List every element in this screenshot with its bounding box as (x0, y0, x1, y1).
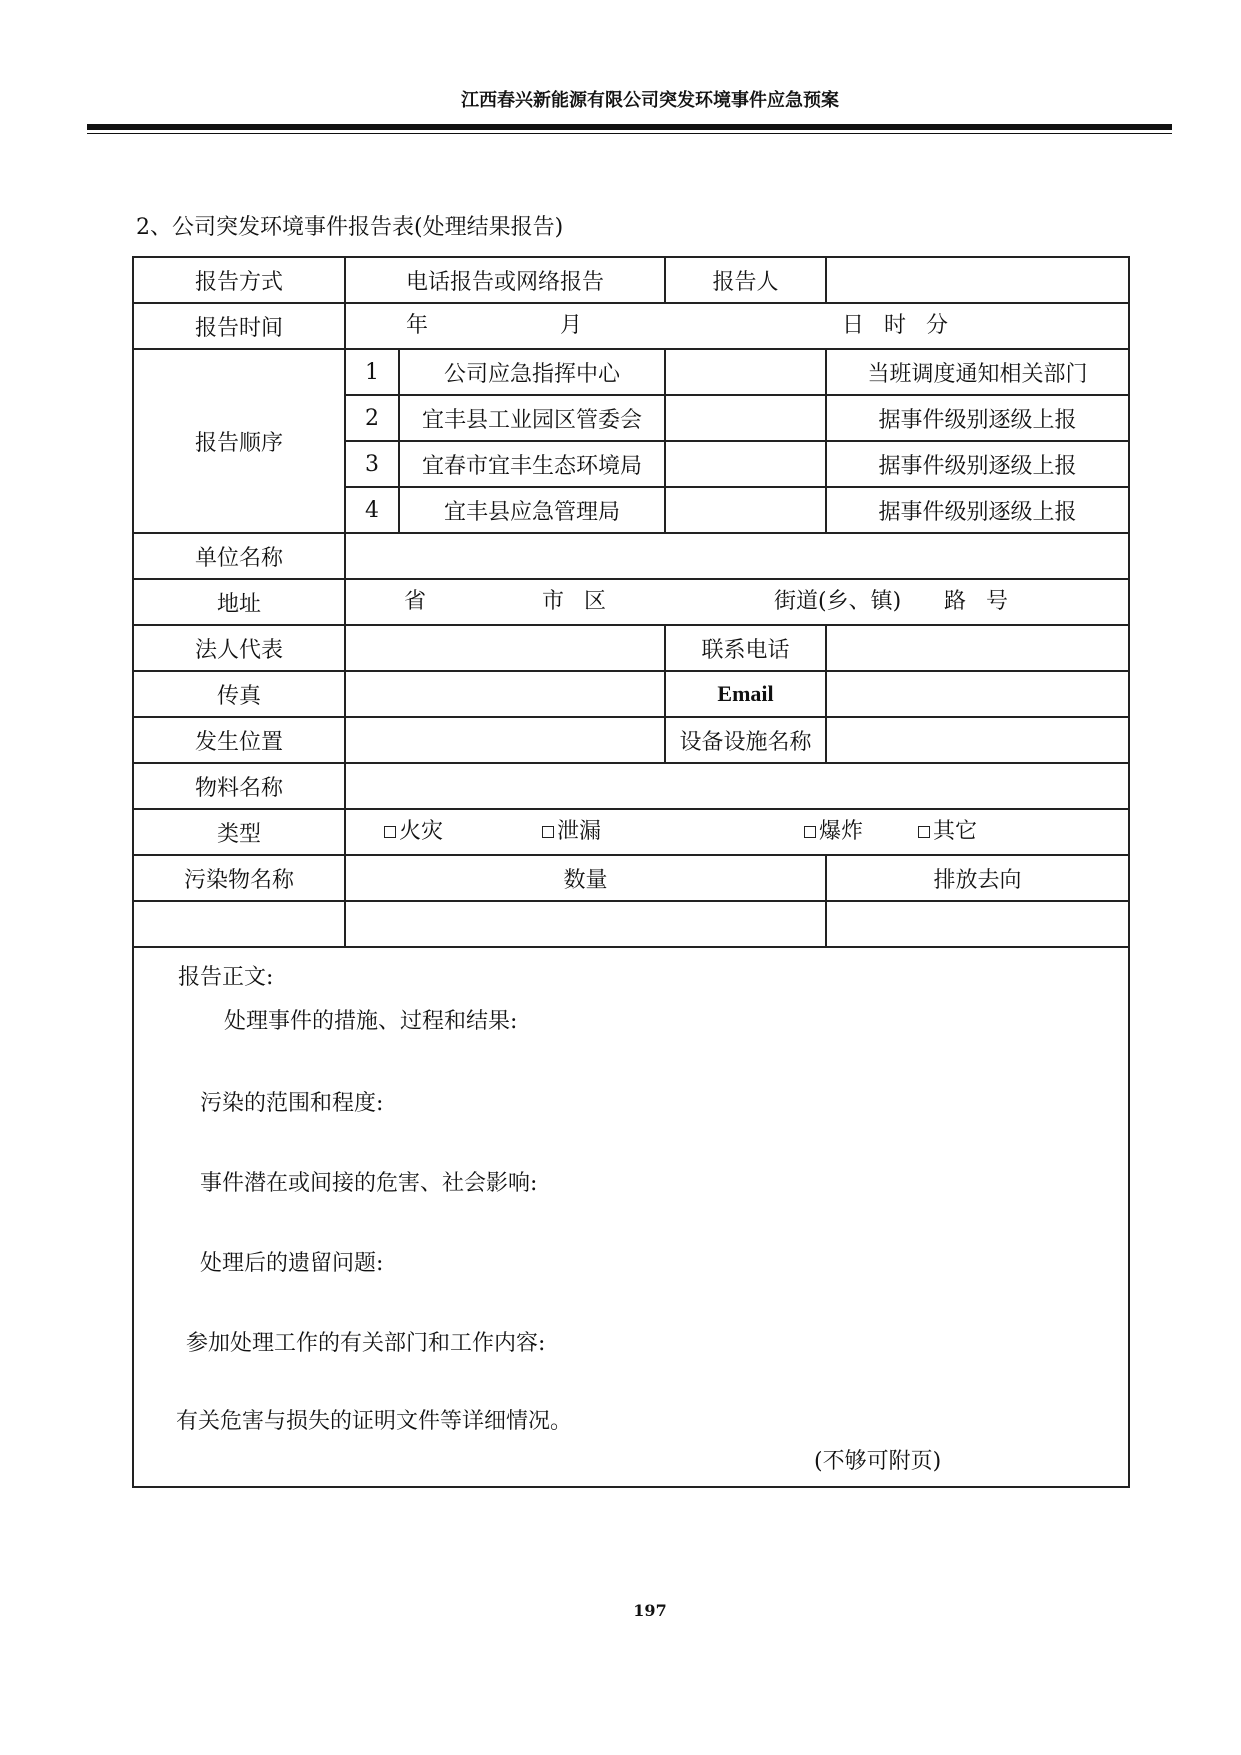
pollutant-label: 污染物名称 (133, 855, 345, 901)
report-order-unit: 宜丰县工业园区管委会 (399, 395, 665, 441)
report-body-footnote: (不够可附页) (814, 1449, 942, 1474)
location-label: 发生位置 (133, 717, 345, 763)
quantity-label: 数量 (345, 855, 826, 901)
addr-province: 省 (404, 589, 427, 614)
legal-rep-label: 法人代表 (133, 625, 345, 671)
reporter-label: 报告人 (665, 257, 826, 303)
email-field[interactable] (826, 671, 1129, 717)
email-label: Email (665, 671, 826, 717)
type-option-other[interactable]: 其它 (918, 810, 977, 854)
row-fax (133, 671, 1129, 717)
type-option-leak[interactable]: 泄漏 (542, 810, 601, 854)
report-order-no: 3 (345, 441, 399, 487)
addr-road: 路 (944, 589, 967, 614)
material-label: 物料名称 (133, 763, 345, 809)
report-body-line: 污染的范围和程度: (200, 1091, 384, 1116)
reporter-field[interactable] (826, 257, 1129, 303)
report-body-heading: 报告正文: (178, 965, 274, 990)
report-body-line: 处理事件的措施、过程和结果: (224, 1009, 518, 1034)
report-body-line: 有关危害与损失的证明文件等详细情况。 (176, 1409, 573, 1434)
report-body-line: 事件潜在或间接的危害、社会影响: (200, 1171, 538, 1196)
fax-field[interactable] (345, 671, 665, 717)
row-report-body (133, 947, 1129, 1487)
addr-number: 号 (986, 589, 1009, 614)
report-order-no: 4 (345, 487, 399, 533)
report-order-note: 据事件级别逐级上报 (826, 487, 1129, 533)
unit-name-field[interactable] (345, 533, 1129, 579)
row-pollutant-header (133, 855, 1129, 901)
material-field[interactable] (345, 763, 1129, 809)
type-options (345, 809, 1129, 855)
checkbox-icon[interactable] (542, 826, 554, 838)
address-field[interactable] (345, 579, 1129, 625)
time-hour: 时 (884, 313, 907, 338)
report-body-cell[interactable] (133, 947, 1129, 1487)
addr-city: 市 (542, 589, 565, 614)
type-option-fire[interactable]: 火灾 (384, 810, 443, 854)
document-header-title: 江西春兴新能源有限公司突发环境事件应急预案 (461, 90, 839, 111)
report-form-table (132, 256, 1130, 1488)
row-type (133, 809, 1129, 855)
report-order-note: 当班调度通知相关部门 (826, 349, 1129, 395)
phone-label: 联系电话 (665, 625, 826, 671)
report-order-blank[interactable] (665, 487, 826, 533)
time-day: 日 (842, 313, 865, 338)
report-body-line: 参加处理工作的有关部门和工作内容: (186, 1331, 546, 1356)
report-order-blank[interactable] (665, 441, 826, 487)
checkbox-icon[interactable] (918, 826, 930, 838)
row-unit-name (133, 533, 1129, 579)
row-location (133, 717, 1129, 763)
type-option-explosion[interactable]: 爆炸 (804, 810, 863, 854)
report-order-note: 据事件级别逐级上报 (826, 441, 1129, 487)
report-order-no: 1 (345, 349, 399, 395)
row-report-method (133, 257, 1129, 303)
row-pollutant-entry (133, 901, 1129, 947)
discharge-label: 排放去向 (826, 855, 1129, 901)
type-label: 类型 (133, 809, 345, 855)
checkbox-icon[interactable] (804, 826, 816, 838)
page-number: 197 (633, 1601, 667, 1620)
legal-rep-field[interactable] (345, 625, 665, 671)
header-rule-thin (87, 133, 1172, 134)
row-report-time (133, 303, 1129, 349)
report-order-note: 据事件级别逐级上报 (826, 395, 1129, 441)
report-order-label: 报告顺序 (133, 349, 345, 533)
report-time-field[interactable] (345, 303, 1129, 349)
row-report-order-1 (133, 349, 1129, 395)
report-order-blank[interactable] (665, 395, 826, 441)
report-order-blank[interactable] (665, 349, 826, 395)
facility-label: 设备设施名称 (665, 717, 826, 763)
unit-name-label: 单位名称 (133, 533, 345, 579)
report-method-value: 电话报告或网络报告 (345, 257, 665, 303)
report-order-no: 2 (345, 395, 399, 441)
report-body-line: 处理后的遗留问题: (200, 1251, 384, 1276)
row-material (133, 763, 1129, 809)
time-year: 年 (406, 313, 429, 338)
addr-street: 街道(乡、镇) (774, 589, 902, 614)
report-time-label: 报告时间 (133, 303, 345, 349)
report-order-unit: 公司应急指挥中心 (399, 349, 665, 395)
discharge-field[interactable] (826, 901, 1129, 947)
header-rule-thick (87, 124, 1172, 130)
row-address (133, 579, 1129, 625)
quantity-field[interactable] (345, 901, 826, 947)
report-order-unit: 宜丰县应急管理局 (399, 487, 665, 533)
section-title: 2、公司突发环境事件报告表(处理结果报告) (136, 215, 564, 240)
phone-field[interactable] (826, 625, 1129, 671)
location-field[interactable] (345, 717, 665, 763)
addr-district: 区 (584, 589, 607, 614)
time-month: 月 (560, 313, 583, 338)
report-method-label: 报告方式 (133, 257, 345, 303)
checkbox-icon[interactable] (384, 826, 396, 838)
row-legal-rep (133, 625, 1129, 671)
fax-label: 传真 (133, 671, 345, 717)
time-minute: 分 (926, 313, 949, 338)
address-label: 地址 (133, 579, 345, 625)
facility-field[interactable] (826, 717, 1129, 763)
report-order-unit: 宜春市宜丰生态环境局 (399, 441, 665, 487)
pollutant-name-field[interactable] (133, 901, 345, 947)
